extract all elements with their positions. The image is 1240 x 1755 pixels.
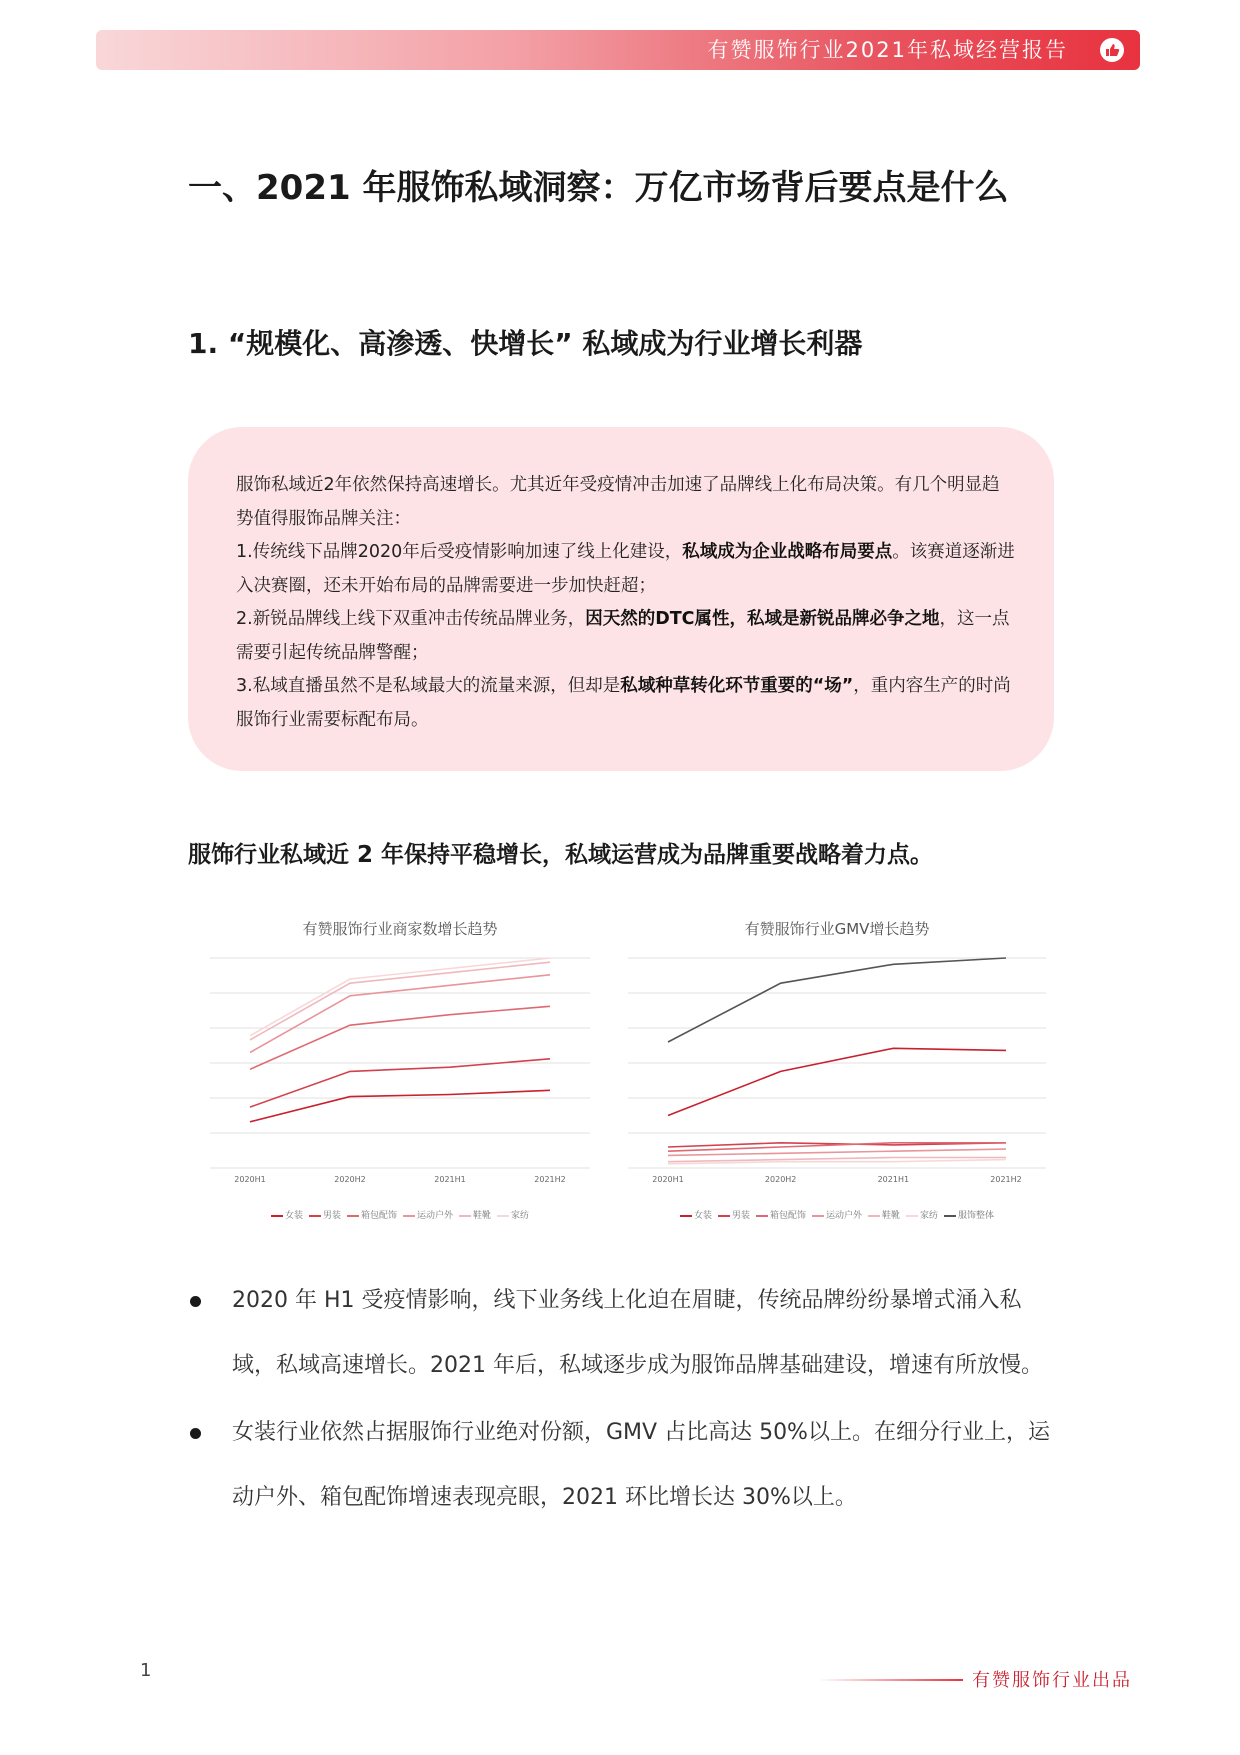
legend-swatch [868, 1215, 880, 1217]
legend-swatch [403, 1215, 415, 1217]
chart-plot [200, 948, 600, 1208]
x-tick-label: 2021H1 [877, 1175, 910, 1184]
legend-swatch [271, 1215, 283, 1217]
chart-legend [200, 1208, 600, 1221]
insight-bullet-list [188, 1268, 1058, 1530]
legend-item [459, 1208, 491, 1221]
legend-item [812, 1208, 862, 1221]
chart-plot [618, 948, 1056, 1208]
callout-point-2 [236, 603, 1016, 670]
callout-point-2-text: 2.新锐品牌线上线下双重冲击传统品牌业务， [236, 609, 586, 629]
series-line [250, 1006, 550, 1069]
list-item [188, 1268, 1058, 1398]
header-bar [96, 30, 1140, 70]
series-line [250, 1090, 550, 1122]
legend-swatch [944, 1215, 956, 1217]
legend-swatch [718, 1215, 730, 1217]
x-tick-label: 2021H1 [434, 1175, 466, 1184]
legend-swatch [812, 1215, 824, 1217]
x-tick-label: 2020H1 [234, 1175, 266, 1184]
legend-item [497, 1208, 529, 1221]
series-line [668, 958, 1006, 1042]
footer-accent-line [818, 1679, 963, 1681]
legend-label: 男装 [731, 1211, 750, 1221]
x-tick-label: 2021H2 [990, 1175, 1022, 1184]
callout-intro: 服饰私域近2年依然保持高速增长。尤其近年受疫情冲击加速了品牌线上化布局决策。有几个明显趋势值得服饰品牌关注： [236, 475, 1000, 529]
legend-item [944, 1208, 994, 1221]
series-line [250, 1059, 550, 1107]
legend-swatch [309, 1215, 321, 1217]
legend-label: 女装 [693, 1211, 712, 1221]
callout-point-3 [236, 670, 1016, 737]
legend-item [309, 1208, 341, 1221]
legend-swatch [497, 1215, 509, 1217]
x-tick-label: 2020H1 [652, 1175, 684, 1184]
chart-title: 有赞服饰行业GMV增长趋势 [744, 920, 930, 938]
footer-brand: 有赞服饰行业出品 [972, 1670, 1132, 1691]
callout-point-1-bold: 私域成为企业战略布局要点 [682, 542, 893, 562]
chart-legend [618, 1208, 1056, 1221]
legend-label: 女装 [284, 1211, 303, 1221]
section-heading: 1. “规模化、高渗透、快增长” 私域成为行业增长利器 [188, 327, 863, 360]
legend-label: 运动户外 [825, 1211, 862, 1221]
legend-label: 男装 [322, 1211, 341, 1221]
list-item-text: 2020 年 H1 受疫情影响，线下业务线上化迫在眉睫，传统品牌纷纷暴增式涌入私域，私域高速增长。2021 年后，私域逐步成为服饰品牌基础建设，增速有所放慢。 [232, 1288, 1043, 1378]
list-item-text: 女装行业依然占据服饰行业绝对份额，GMV 占比高达 50%以上。在细分行业上，运动户外、箱包配饰增速表现亮眼，2021 环比增长达 30%以上。 [232, 1420, 1050, 1510]
page-title: 一、2021 年服饰私域洞察：万亿市场背后要点是什么 [188, 168, 1009, 208]
summary-callout [188, 427, 1054, 771]
legend-item [680, 1208, 712, 1221]
legend-swatch [347, 1215, 359, 1217]
header-title: 有赞服饰行业2021年私域经营报告 [707, 38, 1068, 62]
thumbs-up-icon [1100, 38, 1124, 62]
page-number: 1 [140, 1660, 152, 1681]
chart-section-heading: 服饰行业私域近 2 年保持平稳增长，私域运营成为品牌重要战略着力点。 [188, 842, 934, 868]
gmv-chart [618, 918, 1056, 1228]
legend-item [718, 1208, 750, 1221]
legend-swatch [906, 1215, 918, 1217]
legend-item [756, 1208, 806, 1221]
legend-item [271, 1208, 303, 1221]
legend-label: 家纺 [920, 1211, 939, 1221]
legend-item [868, 1208, 900, 1221]
callout-point-1-after: 。该赛道逐渐进入决赛圈，还未开始布局的品牌需要进一步加快赶超； [236, 542, 1015, 596]
callout-text [236, 469, 1016, 737]
legend-swatch [756, 1215, 768, 1217]
x-tick-label: 2021H2 [534, 1175, 566, 1184]
legend-label: 服饰整体 [958, 1211, 995, 1221]
callout-point-2-after: ，这一点需要引起传统品牌警醒； [236, 609, 1010, 663]
legend-label: 鞋靴 [473, 1211, 492, 1221]
legend-item [403, 1208, 453, 1221]
callout-point-1-text: 1.传统线下品牌2020年后受疫情影响加速了线上化建设， [236, 542, 683, 562]
legend-label: 鞋靴 [882, 1211, 901, 1221]
legend-label: 运动户外 [417, 1211, 454, 1221]
legend-swatch [680, 1215, 692, 1217]
legend-item [906, 1208, 938, 1221]
callout-point-3-after: ，重内容生产的时尚服饰行业需要标配布局。 [236, 676, 1011, 730]
legend-label: 箱包配饰 [360, 1211, 397, 1221]
merchant-count-chart [200, 918, 600, 1228]
series-line [250, 958, 550, 1036]
list-item [188, 1400, 1058, 1530]
chart-title: 有赞服饰行业商家数增长趋势 [302, 920, 498, 938]
callout-point-3-bold: 私域种草转化环节重要的“场” [620, 676, 854, 696]
series-line [668, 1048, 1006, 1115]
bullet-dot-icon [190, 1296, 201, 1307]
legend-label: 箱包配饰 [769, 1211, 806, 1221]
bullet-dot-icon [190, 1428, 201, 1439]
legend-item [347, 1208, 397, 1221]
callout-point-1 [236, 536, 1016, 603]
legend-label: 家纺 [511, 1211, 530, 1221]
callout-point-3-text: 3.私域直播虽然不是私域最大的流量来源，但却是 [236, 676, 621, 696]
x-tick-label: 2020H2 [764, 1175, 797, 1184]
x-tick-label: 2020H2 [334, 1175, 366, 1184]
callout-point-2-bold: 因天然的DTC属性，私域是新锐品牌必争之地 [585, 609, 940, 629]
legend-swatch [459, 1215, 471, 1217]
